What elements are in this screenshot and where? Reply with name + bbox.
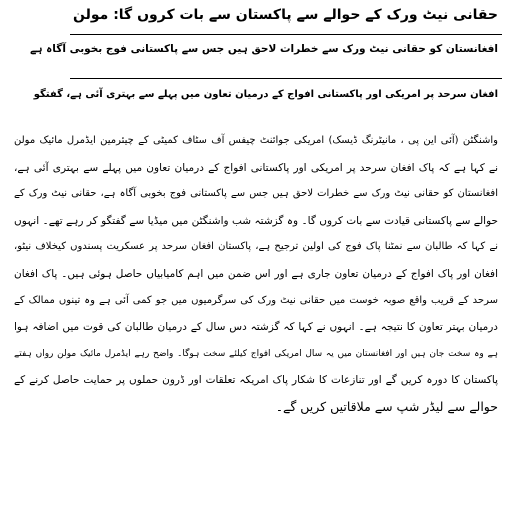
article-line: افغان اور پاک افواج کے درمیان تعاون جاری ہے اور اس ضمن میں اہم کامیابیاں حاصل ہوئی ہیں۔ پاک افغان: [14, 267, 498, 280]
headline-divider-bottom: [70, 78, 502, 79]
sub-headline-1: افغانستان کو حقانی نیٹ ورک سے خطرات لاحق ہیں جس سے پاکستانی فوج بخوبی آگاہ ہے: [30, 43, 498, 55]
article-line: حوالے سے پاکستانی قیادت سے بات کروں گا۔ وہ گزشتہ شب واشنگٹن میں میڈیا سے گفتگو کر رہے تھے۔ انہوں: [14, 214, 498, 227]
article-line: واشنگٹن (آئی این پی ، مانیٹرنگ ڈیسک) امریکی جوائنٹ چیفس آف سٹاف کمیٹی کے چیئرمین ایڈمرل مائیک مولن: [14, 135, 498, 146]
main-headline: حقانی نیٹ ورک کے حوالے سے پاکستان سے بات کروں گا: مولن: [73, 7, 498, 23]
article-line: ہے وہ سخت جان ہیں اور افغانستان میں یہ سال امریکی افواج کیلئے سخت ہوگا۔ واضح رہے ایڈمرل مائیک مولن رواں ہفتے: [14, 348, 498, 359]
article-line: نے کہا ہے کہ پاک افغان سرحد پر امریکی اور پاکستانی افواج کے درمیان تعاون میں پہلے سے بہتری آئی ہے،: [14, 161, 498, 174]
article-line: حوالے سے لیڈر شپ سے ملاقاتیں کریں گے۔: [275, 398, 498, 414]
sub-headline-2: افغان سرحد پر امریکی اور پاکستانی افواج کے درمیان تعاون میں پہلے سے بہتری آئی ہے، گفتگو: [33, 89, 498, 100]
headline-divider-top: [70, 34, 502, 35]
article-line: نے کہا کہ طالبان سے نمٹنا پاک فوج کی اولین ترجیح ہے، پاکستان افغان سرحد پر عسکریت پسندوں کیخلاف نیٹو،: [14, 241, 498, 253]
article-line: سرحد کے قریب واقع صوبہ خوست میں حقانی نیٹ ورک کی سرگرمیوں میں جو کمی آئی ہے وہ تینوں ممالک کے: [14, 294, 498, 306]
article-line: افغانستان کو حقانی نیٹ ورک سے خطرات لاحق ہیں جس سے پاکستانی فوج بخوبی آگاہ ہے، حقانی نیٹ ورک کے: [14, 188, 498, 200]
article-line: درمیان بہتر تعاون کا نتیجہ ہے۔ انہوں نے کہا کہ گزشتہ دس سال کے درمیان طالبان کی قوت میں اضافہ ہوا: [14, 321, 498, 334]
article-line: پاکستان کا دورہ کریں گے اور تنازعات کا شکار پاک امریکہ تعلقات اور ڈرون حملوں پر حمایت حاصل کرنے کے: [14, 374, 498, 387]
article-body: [14, 128, 498, 421]
